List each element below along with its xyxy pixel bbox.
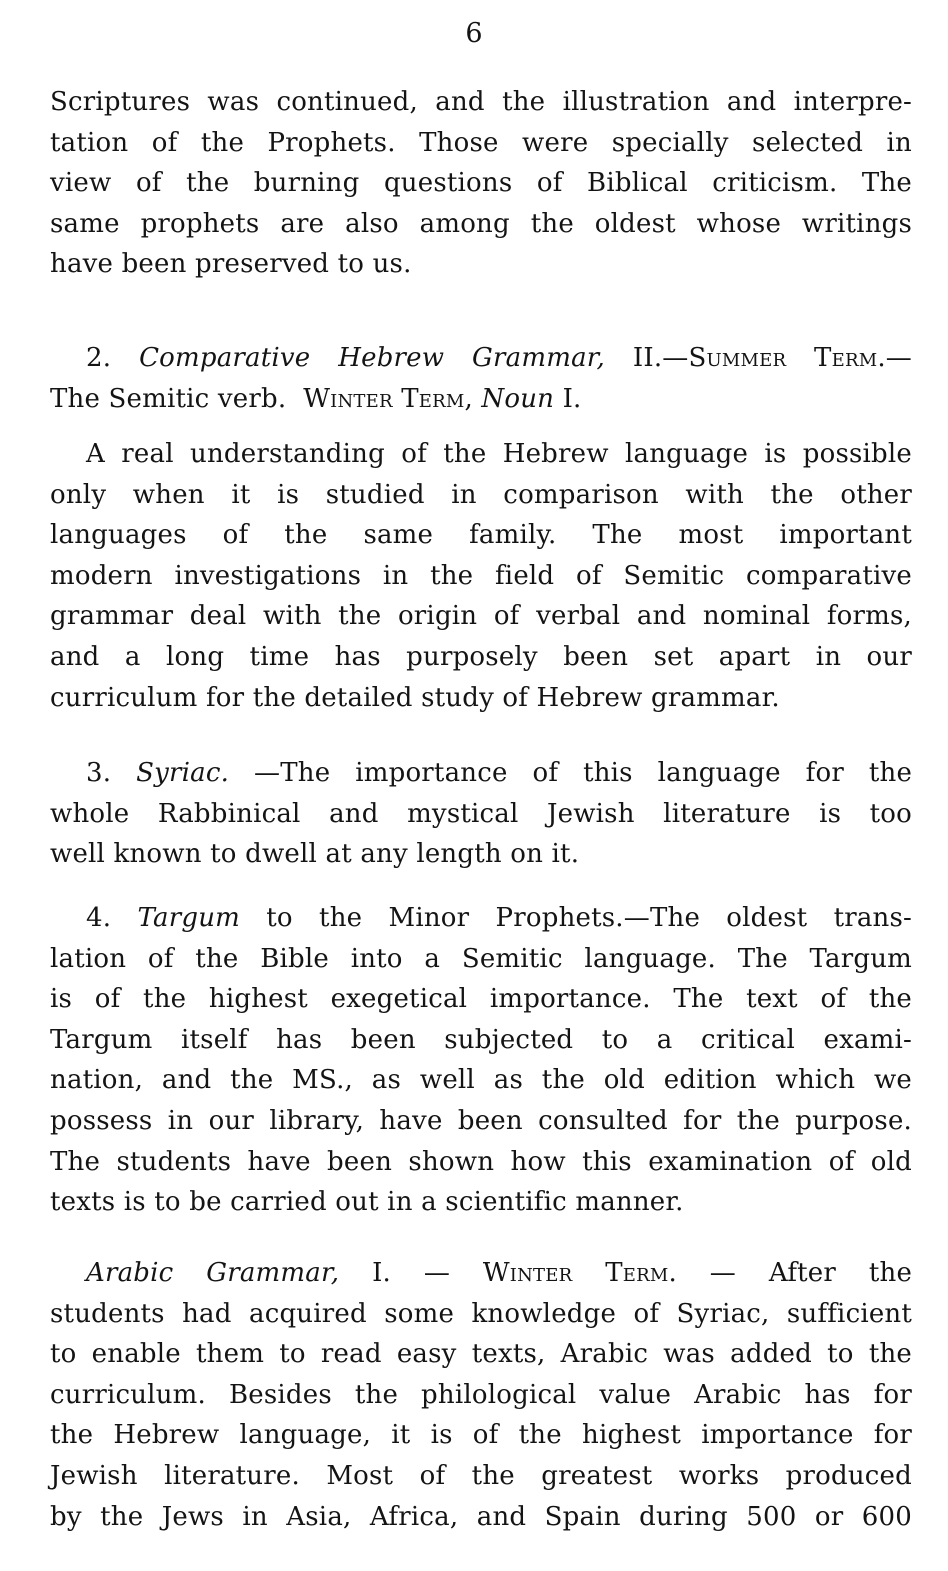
heading-line [50,338,912,379]
term-label: — Winter Term. [423,1258,677,1288]
text-line: modern investigations in the field of Semitic comparative [50,560,913,591]
section-number: 4. [86,903,112,933]
section-title: Syriac. [136,758,230,788]
section-number: 2. [86,343,112,373]
text-line: texts is to be carried out in a scientific manner. [50,1187,684,1218]
text-line: well known to dwell at any length on it. [50,839,580,870]
text-line [50,753,912,794]
subject-text: Noun [481,383,555,414]
section-2-body [50,434,912,718]
text-line: same prophets are also among the oldest whose writings [50,208,913,239]
page-number: 6 [465,18,483,49]
section-title: Arabic Grammar, [86,1258,340,1288]
subject-text: The Semitic verb. [50,383,287,414]
part-label: I. [562,383,582,414]
text-line: Scriptures was continued, and the illustration and interpre- [50,87,913,117]
section-2-heading [50,338,912,419]
text-line: tation of the Prophets. Those were specially selected in [50,127,912,158]
text-line: lation of the Bible into a Semitic language. The Targum [50,943,912,974]
text-line: and a long time has purposely been set apart in our [50,641,912,672]
term-label: Winter Term, [303,383,473,414]
term-label: —Summer Term.— [662,343,912,373]
text-line: students had acquired some knowledge of Syriac, sufficient [50,1298,913,1329]
text-line: curriculum for the detailed study of Hebrew grammar. [50,682,780,713]
section-number: 3. [86,758,112,788]
text-line: is of the highest exegetical importance. The text of the [50,984,912,1015]
part-label: I. [372,1258,391,1288]
text-line: Targum itself has been subjected to a critical exami- [50,1024,913,1055]
text-line: view of the burning questions of Biblical criticism. The [50,168,912,199]
text-line: The students have been shown how this examination of old [50,1146,912,1177]
text-run: — After the [709,1258,913,1288]
text-line: nation, and the MS., as well as the old edition which we [50,1065,912,1096]
text-line: possess in our library, have been consulted for the purpose. [50,1105,913,1136]
part-label: II. [632,343,663,373]
text-run: to the Minor Prophets.—The oldest trans- [266,903,913,933]
text-line: whole Rabbinical and mystical Jewish literature is too [50,798,913,829]
text-run: —The importance of this language for the [254,758,913,788]
section-title: Comparative Hebrew Grammar, [139,343,606,373]
section-arabic-grammar [50,1253,912,1537]
text-line [50,898,912,939]
text-line: the Hebrew language, it is of the highest importance for [50,1420,913,1451]
section-4 [50,898,912,1223]
text-line: have been preserved to us. [50,249,412,280]
intro-paragraph [50,82,912,285]
text-line [50,1253,912,1294]
text-line: A real understanding of the Hebrew language is possible [86,439,912,469]
text-line: Jewish literature. Most of the greatest works produced [50,1460,912,1491]
text-line: grammar deal with the origin of verbal and nominal forms, [50,601,912,632]
text-line: by the Jews in Asia, Africa, and Spain during 500 or 600 [50,1501,913,1532]
section-title: Targum [137,903,240,933]
section-3 [50,753,912,875]
text-line: to enable them to read easy texts, Arabic was added to the [50,1339,912,1370]
text-line: only when it is studied in comparison with the other [50,479,912,510]
text-line: languages of the same family. The most important [50,520,912,551]
heading-line [50,379,912,420]
text-line: curriculum. Besides the philological value Arabic has for [50,1379,912,1410]
